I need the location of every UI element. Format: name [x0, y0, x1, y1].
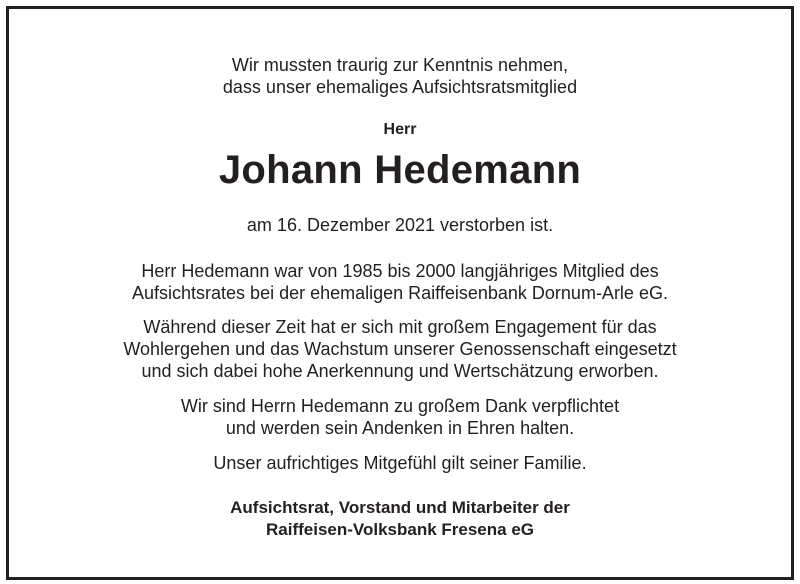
- signature-line-1: Aufsichtsrat, Vorstand und Mitarbeiter der: [230, 498, 570, 517]
- date-line: am 16. Dezember 2021 verstorben ist.: [246, 215, 554, 235]
- intro-line-2: dass unser ehemaliges Aufsichtsratsmitglied: [222, 77, 578, 97]
- paragraph-2-line-2: Wohlergehen und das Wachstum unserer Genossenschaft eingesetzt: [123, 339, 677, 359]
- paragraph-1-line-1: Herr Hedemann war von 1985 bis 2000 langjähriges Mitglied des: [141, 261, 659, 281]
- paragraph-4-line-1: Unser aufrichtiges Mitgefühl gilt seiner Familie.: [213, 453, 587, 473]
- intro-line-1: Wir mussten traurig zur Kenntnis nehmen,: [231, 55, 569, 75]
- paragraph-2-line-3: und sich dabei hohe Anerkennung und Wertschätzung erworben.: [141, 361, 659, 381]
- paragraph-1-line-2: Aufsichtsrates bei der ehemaligen Raiffeisenbank Dornum-Arle eG.: [132, 283, 668, 303]
- paragraph-3-line-1: Wir sind Herrn Hedemann zu großem Dank verpflichtet: [180, 396, 620, 416]
- signature-line-2: Raiffeisen-Volksbank Fresena eG: [265, 520, 534, 539]
- paragraph-3-line-2: und werden sein Andenken in Ehren halten.: [225, 418, 575, 438]
- paragraph-2-line-1: Während dieser Zeit hat er sich mit großem Engagement für das: [143, 317, 657, 337]
- salutation: Herr: [383, 121, 417, 138]
- deceased-name: Johann Hedemann: [218, 148, 582, 192]
